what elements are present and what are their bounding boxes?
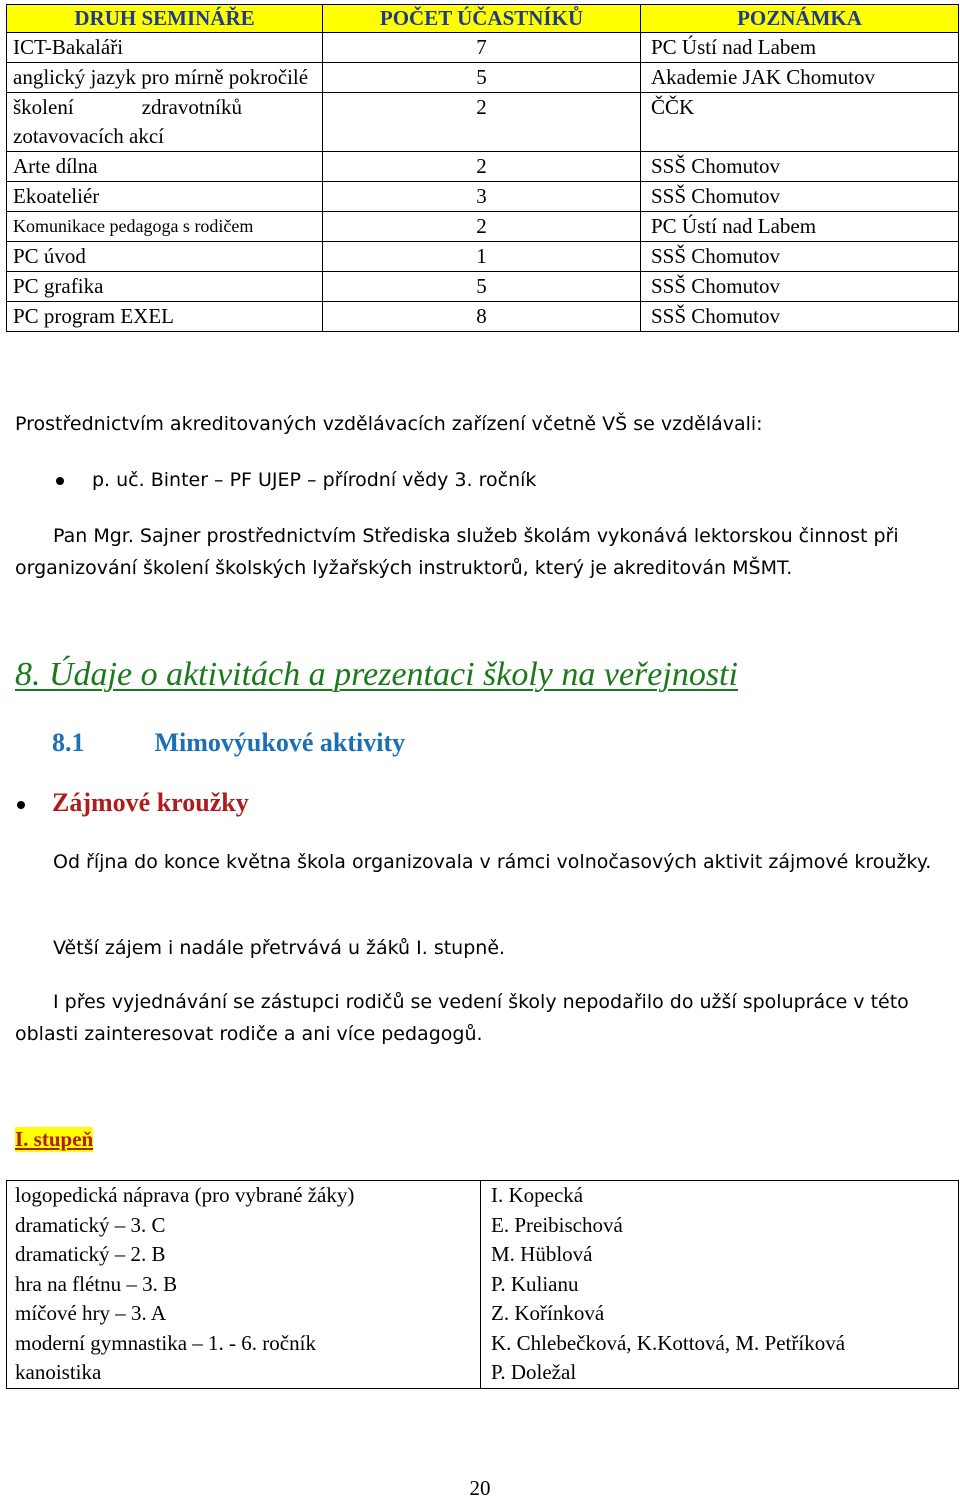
club-activity: dramatický – 2. B xyxy=(7,1240,481,1270)
club-teacher: K. Chlebečková, K.Kottová, M. Petříková xyxy=(491,1330,846,1355)
seminar-count: 8 xyxy=(323,302,641,332)
seminar-name: PC grafika xyxy=(7,272,323,302)
table-row xyxy=(7,1358,959,1388)
table-row xyxy=(7,1211,959,1241)
table-row xyxy=(7,1270,959,1300)
seminar-note: SSŠ Chomutov xyxy=(641,302,959,332)
subsection-number: 8.1 xyxy=(52,728,85,757)
seminar-count: 3 xyxy=(323,182,641,212)
seminar-note: SSŠ Chomutov xyxy=(641,242,959,272)
seminar-name: PC úvod xyxy=(7,242,323,272)
seminar-name: školení zdravotníků zotavovacích akcí xyxy=(7,93,323,152)
seminar-name: Komunikace pedagoga s rodičem xyxy=(7,212,323,242)
accredited-item-text: p. uč. Binter – PF UJEP – přírodní vědy 3. ročník xyxy=(92,469,537,491)
club-teacher: I. Kopecká xyxy=(491,1183,584,1207)
seminar-count: 7 xyxy=(323,33,641,63)
club-activity: logopedická náprava (pro vybrané žáky) xyxy=(7,1181,481,1211)
seminars-table xyxy=(6,4,959,332)
club-teacher: E. Preibischová xyxy=(491,1212,623,1237)
club-activity: míčové hry – 3. A xyxy=(7,1299,481,1329)
seminar-count: 2 xyxy=(323,212,641,242)
bullet-icon xyxy=(56,477,64,485)
subsection-title: Mimovýukové aktivity xyxy=(154,728,406,757)
club-teacher: P. Doležal xyxy=(491,1360,577,1384)
subsection-heading xyxy=(52,728,405,758)
club-teacher: P. Kulianu xyxy=(491,1271,579,1296)
sajner-text: Pan Mgr. Sajner prostřednictvím Střediska služeb školám vykonává lektorskou činnost při organizování školení školských lyžařských instruktorů, který je akreditován MŠMT. xyxy=(15,525,899,579)
club-activity: dramatický – 3. C xyxy=(7,1211,481,1241)
seminar-name: PC program EXEL xyxy=(7,302,323,332)
accredited-intro-text: Prostřednictvím akreditovaných vzdělávacích zařízení včetně VŠ se vzdělávali: xyxy=(15,413,763,435)
club-activity: kanoistika xyxy=(7,1358,481,1388)
seminar-count: 1 xyxy=(323,242,641,272)
seminar-note: SSŠ Chomutov xyxy=(641,182,959,212)
page-number: 20 xyxy=(469,1476,491,1500)
header-participants: POČET ÚČASTNÍKŮ xyxy=(323,5,641,33)
interest-paragraph: Větší zájem i nadále přetrvává u žáků I. stupně. xyxy=(53,937,506,959)
seminar-name: Ekoateliér xyxy=(7,182,323,212)
parents-paragraph: I přes vyjednávání se zástupci rodičů se vedení školy nepodařilo do užší spolupráce v této oblasti zainteresovat rodiče a ani více pedagogů. xyxy=(15,991,909,1045)
club-teacher: M. Hüblová xyxy=(491,1242,593,1266)
table-row xyxy=(7,1181,959,1211)
table-row xyxy=(7,302,959,332)
seminar-count: 5 xyxy=(323,272,641,302)
table-row xyxy=(7,33,959,63)
table-row xyxy=(7,1299,959,1329)
seminar-name: ICT-Bakaláři xyxy=(7,33,323,63)
club-activity: moderní gymnastika – 1. - 6. ročník xyxy=(7,1329,481,1359)
table-row xyxy=(7,212,959,242)
table-row xyxy=(7,242,959,272)
seminar-note: PC Ústí nad Labem xyxy=(641,33,959,63)
stage-label: I. stupeň xyxy=(15,1127,94,1151)
table-row xyxy=(7,93,959,152)
seminar-name: Arte dílna xyxy=(7,152,323,182)
table-row xyxy=(7,63,959,93)
clubs-table xyxy=(6,1180,959,1389)
seminar-name: anglický jazyk pro mírně pokročilé xyxy=(7,63,323,93)
clubs-heading: Zájmové kroužky xyxy=(52,788,249,817)
seminar-count: 2 xyxy=(323,93,641,152)
table-row xyxy=(7,1329,959,1359)
clubs-paragraph: Od října do konce května škola organizovala v rámci volnočasových aktivit zájmové kroužky. xyxy=(53,851,932,873)
bullet-icon xyxy=(17,801,25,809)
seminar-count: 5 xyxy=(323,63,641,93)
header-seminar-type: DRUH SEMINÁŘE xyxy=(7,5,323,33)
table-header-row xyxy=(7,5,959,33)
header-note: POZNÁMKA xyxy=(641,5,959,33)
seminar-count: 2 xyxy=(323,152,641,182)
club-activity: hra na flétnu – 3. B xyxy=(7,1270,481,1300)
table-row xyxy=(7,272,959,302)
section-heading: 8. Údaje o aktivitách a prezentaci školy na veřejnosti xyxy=(15,656,738,693)
club-teacher: Z. Kořínková xyxy=(491,1301,605,1325)
seminar-note: SSŠ Chomutov xyxy=(641,272,959,302)
seminar-note: Akademie JAK Chomutov xyxy=(641,63,959,93)
table-row xyxy=(7,1240,959,1270)
table-row xyxy=(7,182,959,212)
seminar-note: ČČK xyxy=(641,93,959,152)
seminar-note: SSŠ Chomutov xyxy=(641,152,959,182)
seminar-note: PC Ústí nad Labem xyxy=(641,212,959,242)
table-row xyxy=(7,152,959,182)
